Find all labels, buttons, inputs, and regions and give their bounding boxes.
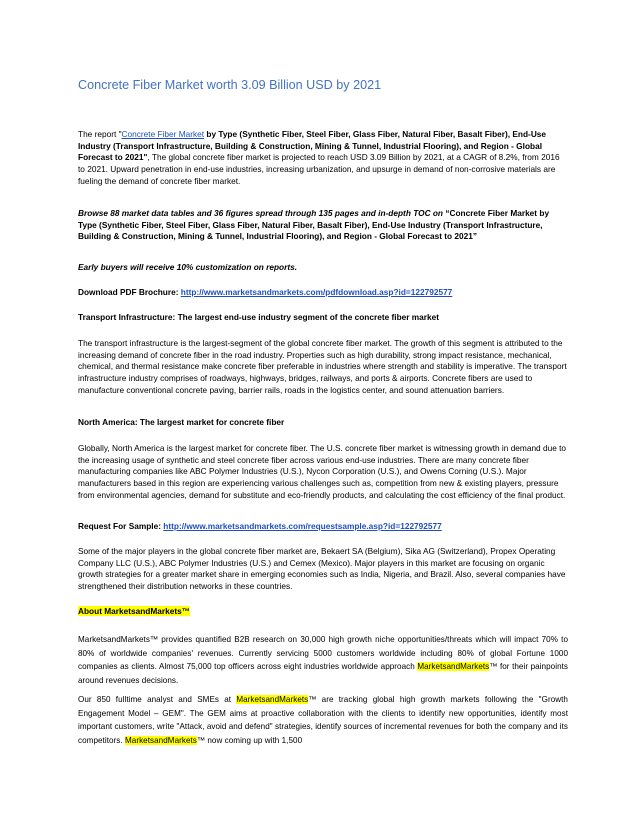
- north-america-body: Globally, North America is the largest market for concrete fiber. The U.S. concrete fiber market is witnessing growth in demand due to the increasing usage of synthetic and steel concrete fiber across various end-use industries. There are many concrete fiber manufacturing companies like ABC Polymer Industries (U.S.), Nycon Corporation (U.S.), and Owens Corning (U.S.). Major manufacturers based in this region are experiencing various challenges such as, competition from new & existing players, pressure from environmental agencies, demand for substitute and eco-friendly products, and calculating the cost efficiency of the final product.: [78, 443, 567, 500]
- pdf-brochure: [78, 287, 568, 299]
- transport-paragraph: [78, 338, 568, 397]
- about-p1-b: ™ for their painpoints around revenues decisions.: [78, 662, 569, 685]
- transport-heading: [78, 312, 568, 324]
- sample-link[interactable]: http://www.marketsandmarkets.com/requestsample.asp?id=122792577: [163, 521, 442, 531]
- players-body: Some of the major players in the global concrete fiber market are, Bekaert SA (Belgium), Sika AG (Switzerland), Propex Operating Company LLC (U.S.), ABC Polymer Industries (U.S.) and Cemex (Mexico). Major players in this market are focusing on organic growth strategies for a greater market share in emerging economies such as India, Nigeria, and Brazil. Also, several companies have strengthened their distribution networks in these countries.: [78, 546, 566, 592]
- about-p2-highlight-2: MarketsandMarkets: [124, 735, 197, 745]
- about-heading: [78, 606, 568, 618]
- intro-lead: The report ": [78, 129, 122, 139]
- pdf-link[interactable]: http://www.marketsandmarkets.com/pdfdownload.asp?id=122792577: [180, 287, 453, 297]
- north-america-heading: [78, 417, 568, 429]
- north-america-heading-text: North America: The largest market for concrete fiber: [78, 417, 285, 427]
- browse-bold: “Concrete Fiber Market by Type (Synthetic Fiber, Steel Fiber, Glass Fiber, Natural Fiber, Basalt Fiber), End-Use Industry (Transport Infrastructure, Building & Construction, Mining & Tunnel, Industrial Flooring), and Region - Global Forecast to 2021”: [78, 208, 550, 242]
- about-p2-b: ™ are tracking global high growth markets following the "Growth Engagement Model – GEM". The GEM aims at proactive collaboration with the clients to identify new opportunities, identify most important customers, write "Attack, avoid and defend" strategies, identify sources of incremental revenues for both the company and its competitors.: [78, 695, 568, 745]
- about-paragraph-2: [78, 693, 568, 747]
- pdf-label: Download PDF Brochure:: [78, 287, 181, 297]
- intro-bold: by Type (Synthetic Fiber, Steel Fiber, Glass Fiber, Natural Fiber, Basalt Fiber), End-Use Industry (Transport Infrastructure, Building & Construction, Mining & Tunnel, Industrial Flooring), and Region - Global Forecast to 2021": [78, 129, 547, 163]
- sample-label: Request For Sample:: [78, 521, 164, 531]
- browse-paragraph: [78, 208, 568, 243]
- intro-paragraph: [78, 129, 568, 188]
- early-buyers-text: Early buyers will receive 10% customization on reports.: [78, 262, 298, 272]
- early-buyers: [78, 262, 568, 274]
- page-title: Concrete Fiber Market worth 3.09 Billion USD by 2021: [78, 78, 382, 92]
- about-heading-text: About MarketsandMarkets™: [78, 606, 191, 616]
- about-p2-a: Our 850 fulltime analyst and SMEs at: [78, 695, 237, 704]
- report-link[interactable]: Concrete Fiber Market: [121, 129, 205, 139]
- players-paragraph: [78, 546, 568, 593]
- intro-rest: , The global concrete fiber market is projected to reach USD 3.09 Billion by 2021, at a CAGR of 8.2%, from 2016 to 2021. Upward penetration in end-use industries, increasing urbanization, and upsurge in demand of non-corrosive materials are fueling the demand of concrete fiber market.: [78, 152, 560, 186]
- about-p1-highlight: MarketsandMarkets: [417, 662, 490, 672]
- transport-heading-text: Transport Infrastructure: The largest end-use industry segment of the concrete fiber market: [78, 312, 439, 322]
- about-paragraph-1: [78, 633, 568, 687]
- about-p2-highlight-1: MarketsandMarkets: [236, 695, 309, 704]
- north-america-paragraph: [78, 443, 568, 502]
- transport-body: The transport infrastructure is the largest-segment of the global concrete fiber market. The growth of this segment is attributed to the increasing demand of concrete fiber in the road industry. Properties such as high durability, strong impact resistance, mechanical, chemical, and thermal resistance make concrete fiber preferable in industries where strength and stability is imperative. The transport infrastructure industry comprises of roadways, highways, bridges, railways, and ports & airports. Concrete fibers are used to manufacture conventional concrete paving, barrier rails, roads in the logistics center, and sound attenuation barriers.: [78, 338, 567, 395]
- browse-italic: Browse 88 market data tables and 36 figures spread through 135 pages and in-depth TOC on: [78, 208, 446, 218]
- about-p2-c: ™ now coming up with 1,500: [196, 735, 303, 745]
- about-p1-a: MarketsandMarkets™ provides quantified B2B research on 30,000 high growth niche opportunities/threats which will impact 70% to 80% of worldwide companies' revenues. Currently servicing 5000 customers worldwide including 80% of global Fortune 1000 companies as clients. Almost 75,000 top officers across eight industries worldwide approach: [78, 635, 568, 672]
- request-sample: [78, 521, 568, 533]
